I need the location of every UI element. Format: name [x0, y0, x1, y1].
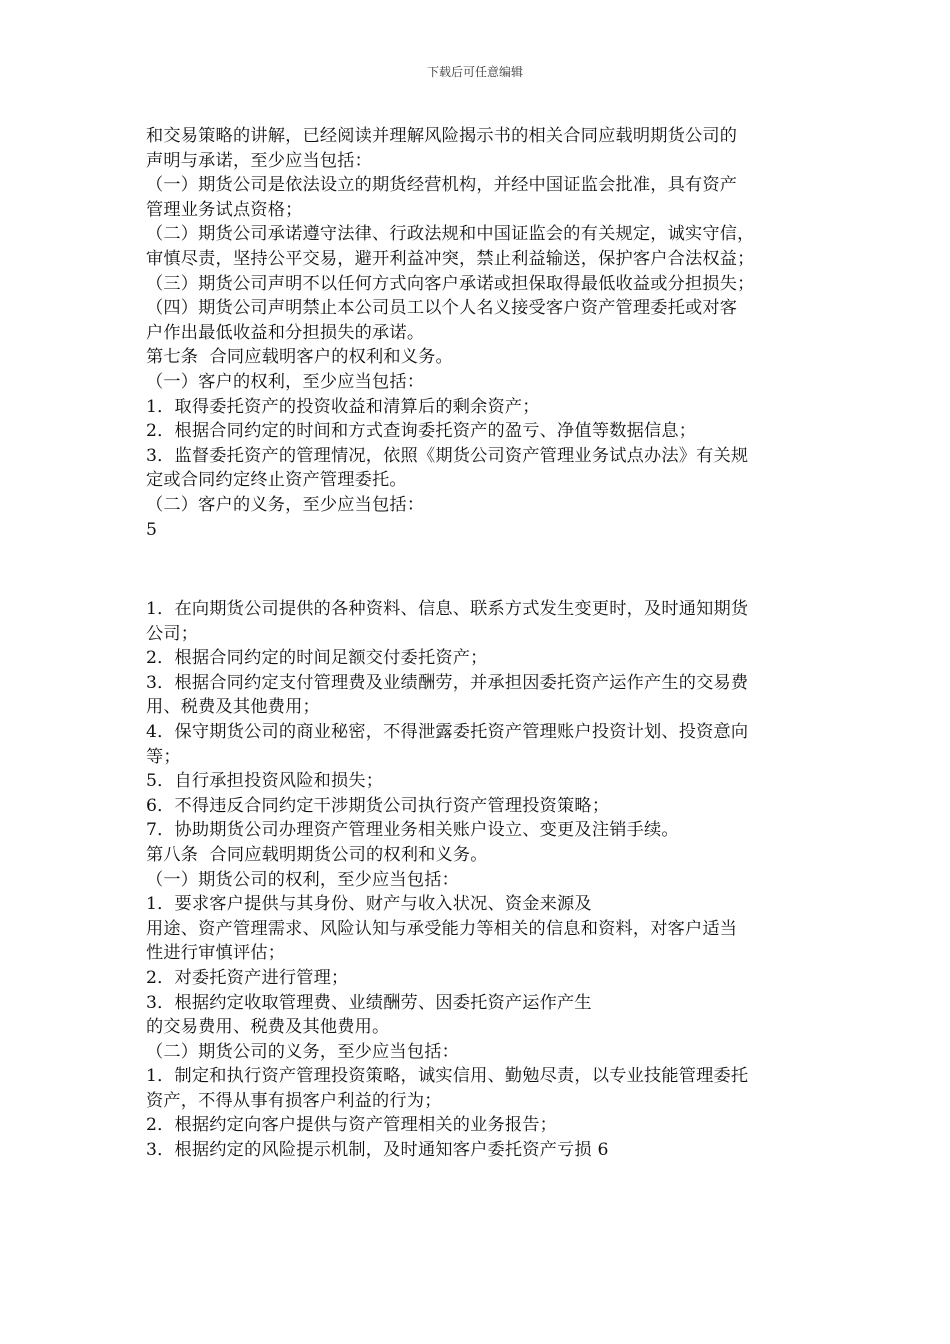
text-line: （三）期货公司声明不以任何方式向客户承诺或担保取得最低收益或分担损失；	[146, 273, 755, 294]
text-line: （四）期货公司声明禁止本公司员工以个人名义接受客户资产管理委托或对客	[146, 298, 738, 319]
text-line: （一）期货公司是依法设立的期货经营机构，并经中国证监会批准，具有资产	[146, 175, 738, 196]
text-line: 户作出最低收益和分担损失的承诺。	[146, 322, 425, 343]
text-line: 资产，不得从事有损客户利益的行为；	[146, 1090, 442, 1111]
text-line: 用、税费及其他费用；	[146, 697, 320, 718]
text-line: 3．监督委托资产的管理情况，依照《期货公司资产管理业务试点办法》有关规	[146, 445, 749, 466]
text-line: 1．取得委托资产的投资收益和清算后的剩余资产；	[146, 396, 540, 417]
text-block-page-5	[146, 124, 826, 542]
text-line: 性进行审慎评估；	[146, 943, 286, 964]
text-line: 1．制定和执行资产管理投资策略，诚实信用、勤勉尽责，以专业技能管理委托	[146, 1066, 749, 1087]
text-line: 4．保守期货公司的商业秘密，不得泄露委托资产管理账户投资计划、投资意向	[146, 721, 749, 742]
text-line: 3．根据约定的风险提示机制，及时通知客户委托资产亏损 6	[146, 1140, 609, 1161]
text-line: 定或合同约定终止资产管理委托。	[146, 470, 407, 491]
text-line: 和交易策略的讲解，已经阅读并理解风险揭示书的相关合同应载明期货公司的	[146, 126, 738, 146]
text-line: （一）期货公司的权利，至少应当包括：	[146, 869, 459, 890]
text-line: 第八条 合同应载明期货公司的权利和义务。	[146, 844, 488, 865]
text-line: 声明与承诺，至少应当包括：	[146, 150, 373, 171]
text-line: 2．根据合同约定的时间和方式查询委托资产的盈亏、净值等数据信息；	[146, 421, 697, 442]
text-line: 2．根据约定向客户提供与资产管理相关的业务报告；	[146, 1115, 558, 1136]
text-line: 6．不得违反合同约定干涉期货公司执行资产管理投资策略；	[146, 795, 610, 816]
text-line: 的交易费用、税费及其他费用。	[146, 1017, 390, 1038]
text-line: 管理业务试点资格；	[146, 199, 303, 220]
text-line: （一）客户的权利，至少应当包括：	[146, 371, 425, 392]
page-header: 下载后可任意编辑	[426, 65, 523, 79]
text-line: 7．协助期货公司办理资产管理业务相关账户设立、变更及注销手续。	[146, 820, 679, 841]
text-line: 1．在向期货公司提供的各种资料、信息、联系方式发生变更时，及时通知期货	[146, 599, 749, 619]
text-line: 等；	[146, 746, 181, 767]
text-line: 第七条 合同应载明客户的权利和义务。	[146, 347, 453, 368]
text-line: （二）客户的义务，至少应当包括：	[146, 494, 425, 515]
text-line: 5．自行承担投资风险和损失；	[146, 771, 384, 792]
text-line: 公司；	[146, 623, 199, 644]
text-line: 3．根据合同约定支付管理费及业绩酬劳，并承担因委托资产运作产生的交易费	[146, 672, 749, 693]
text-line: 用途、资产管理需求、风险认知与承受能力等相关的信息和资料，对客户适当	[146, 918, 738, 939]
text-line: 3．根据约定收取管理费、业绩酬劳、因委托资产运作产生	[146, 992, 592, 1013]
text-line: 5	[146, 519, 158, 540]
text-line: 审慎尽责，坚持公平交易，避开利益冲突，禁止利益输送，保护客户合法权益；	[146, 248, 755, 269]
text-block-page-6	[146, 597, 826, 1163]
text-line: （二）期货公司的义务，至少应当包括：	[146, 1041, 459, 1062]
text-line: 2．根据合同约定的时间足额交付委托资产；	[146, 648, 488, 669]
text-line: 1．要求客户提供与其身份、财产与收入状况、资金来源及	[146, 894, 592, 915]
text-line: （二）期货公司承诺遵守法律、行政法规和中国证监会的有关规定，诚实守信，	[146, 224, 755, 245]
text-line: 2．对委托资产进行管理；	[146, 967, 349, 988]
